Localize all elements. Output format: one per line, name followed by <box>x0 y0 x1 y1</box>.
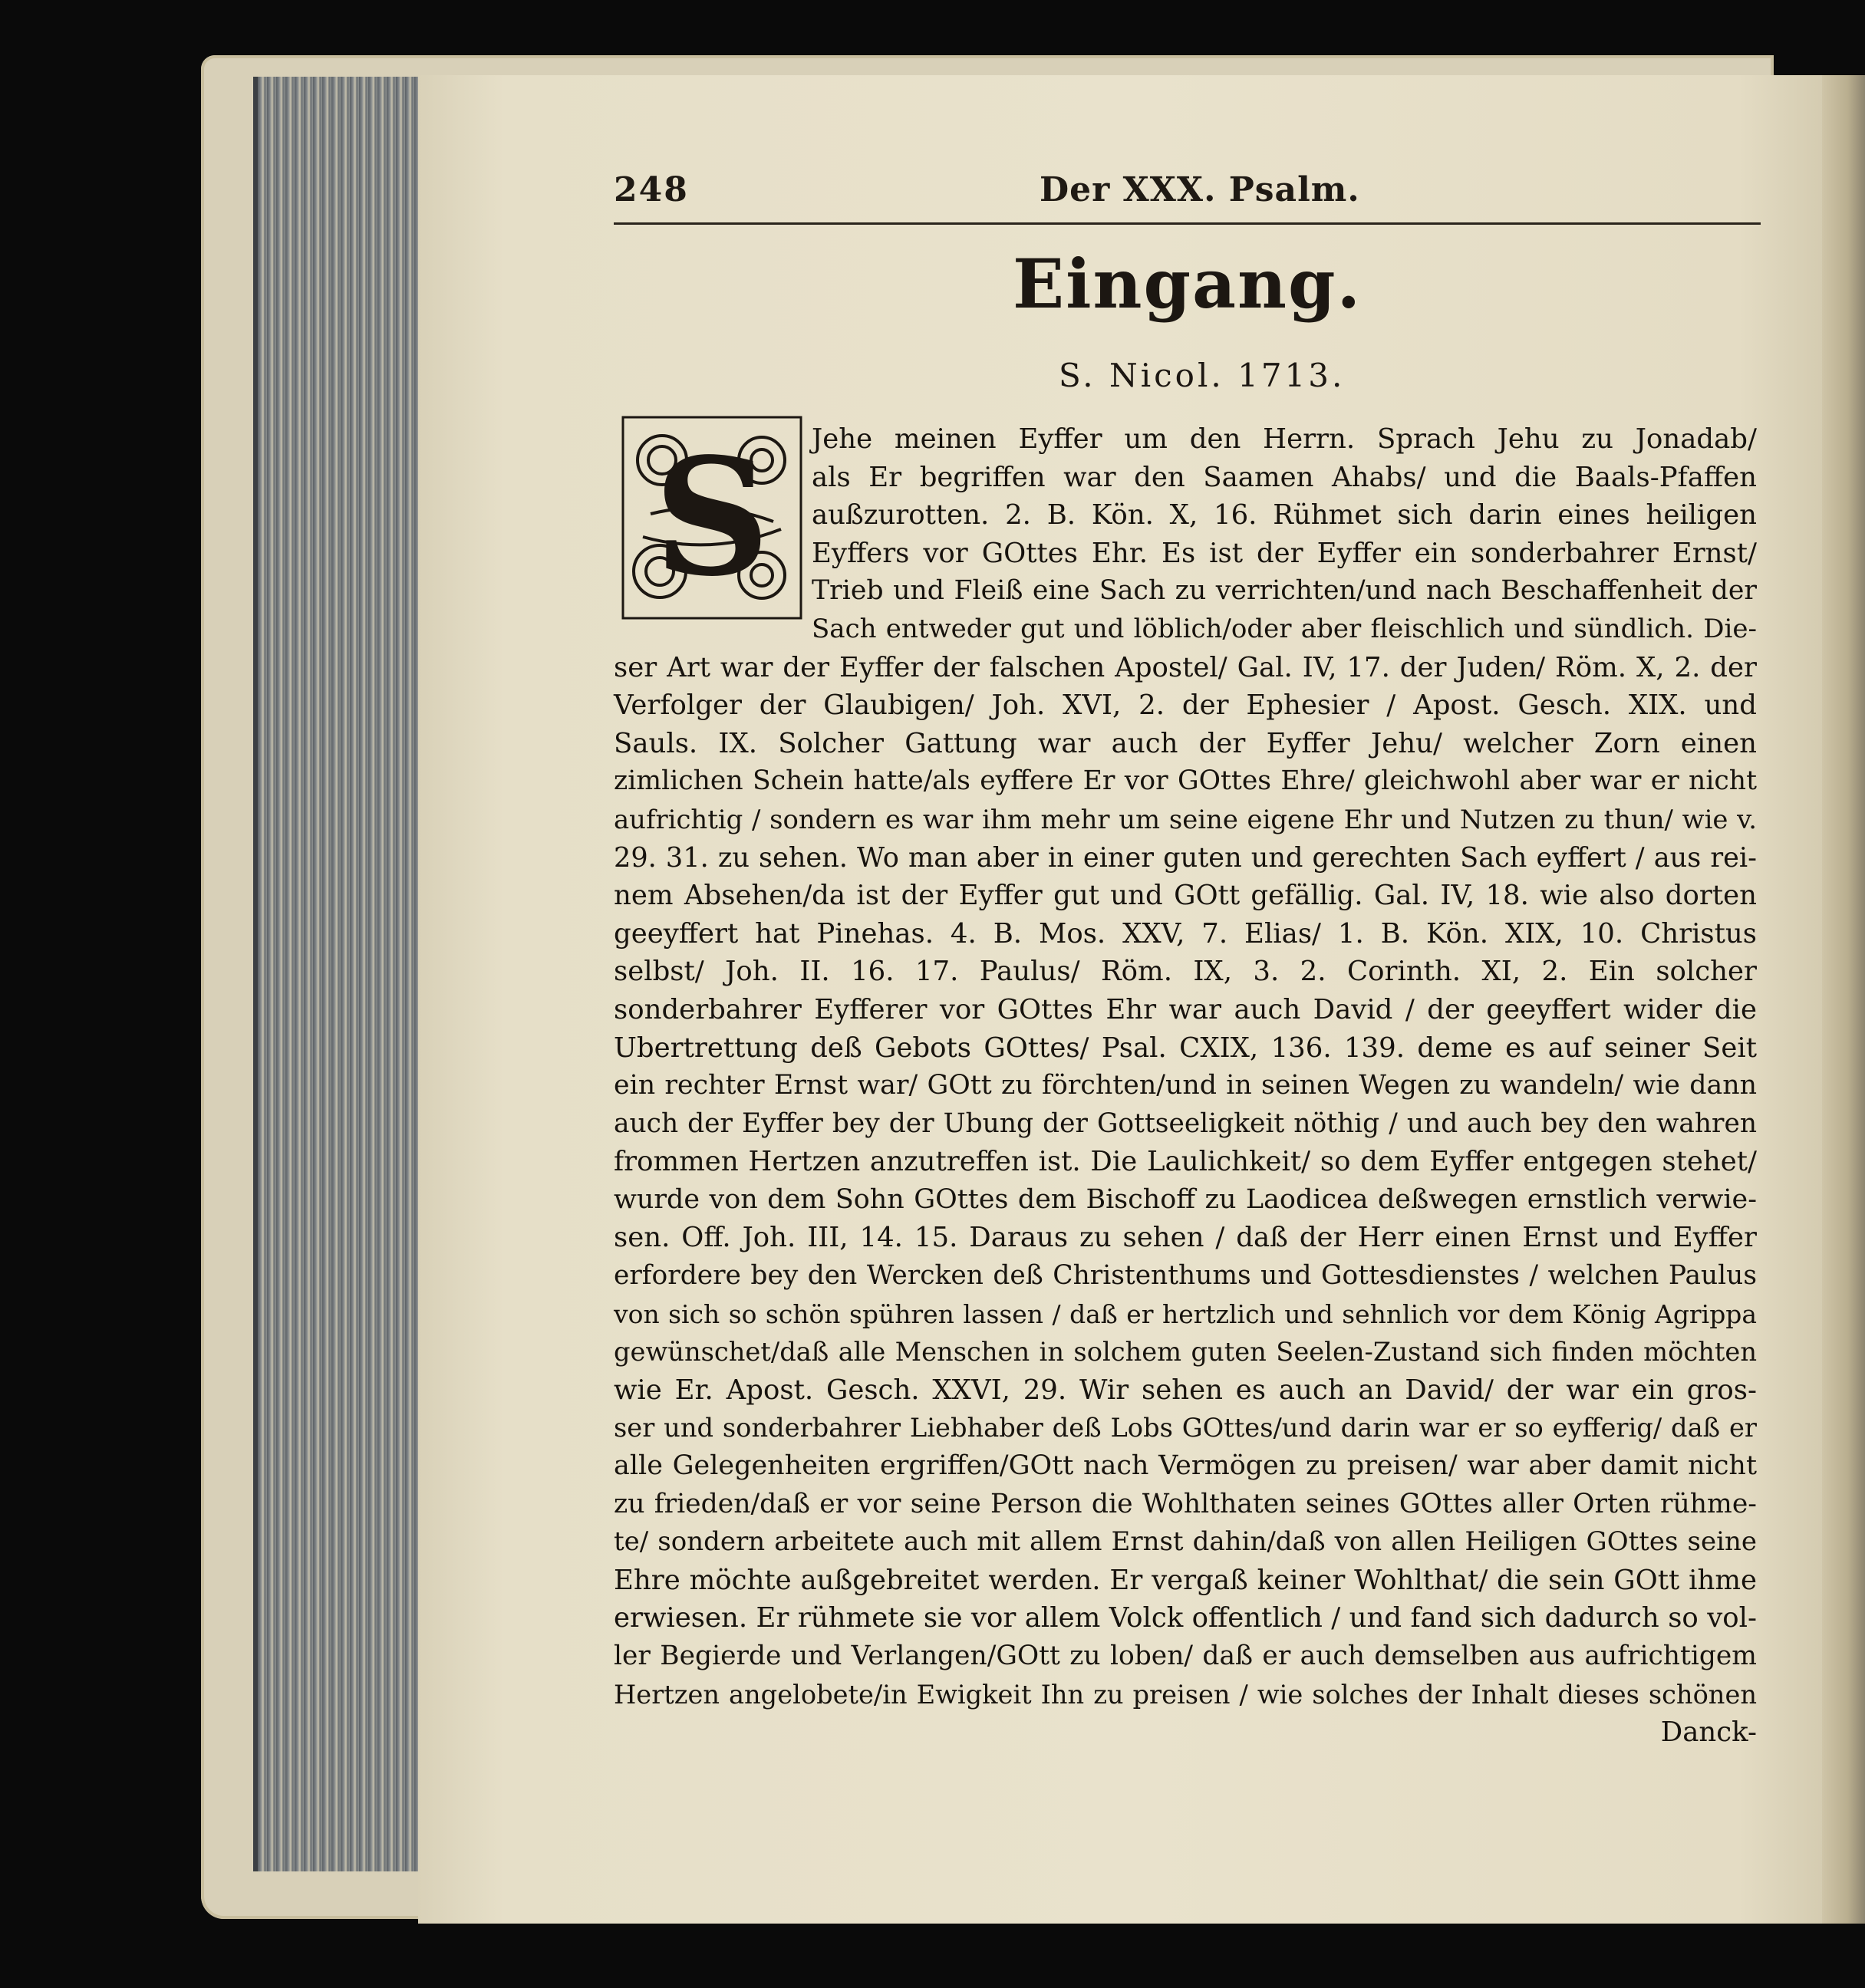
text-line: nem Absehen/da ist der Eyffer gut und GOtt gefällig. Gal. IV, 18. wie also dorten <box>614 880 1757 912</box>
svg-text:S: S <box>654 423 770 612</box>
text-line: wie Er. Apost. Gesch. XXVI, 29. Wir sehen es auch an David/ der war ein gros- <box>614 1374 1757 1406</box>
page-edges <box>253 77 423 1871</box>
text-line: Verfolger der Glaubigen/ Joh. XVI, 2. der Ephesier / Apost. Gesch. XIX. und <box>614 690 1757 722</box>
text-line: wurde von dem Sohn GOttes dem Bischoff zu Laodicea deßwegen ernstlich verwie- <box>614 1183 1757 1215</box>
text-line: erfordere bey den Wercken deß Christenthums und Gottesdienstes / welchen Paulus <box>614 1260 1757 1292</box>
text-line: 29. 31. zu sehen. Wo man aber in einer guten und gerechten Sach eyffert / aus rei- <box>614 841 1757 874</box>
text-line: Eyffers vor GOttes Ehr. Es ist der Eyffer ein sonderbahrer Ernst/ <box>812 537 1757 569</box>
header-rule <box>614 222 1761 225</box>
page-gutter <box>1822 75 1865 1924</box>
text-line: von sich so schön spühren lassen / daß er hertzlich und sehnlich vor dem König Agrippa <box>614 1298 1757 1329</box>
text-line: außzurotten. 2. B. Kön. X, 16. Rühmet sich darin eines heiligen <box>812 499 1757 532</box>
text-line: sonderbahrer Eyfferer vor GOttes Ehr war auch David / der geeyffert wider die <box>614 993 1757 1025</box>
sermon-subheading: S. Nicol. 1713. <box>1059 357 1346 394</box>
text-line: geeyffert hat Pinehas. 4. B. Mos. XXV, 7. Elias/ 1. B. Kön. XIX, 10. Christus <box>614 917 1757 950</box>
text-line: auch der Eyffer bey der Ubung der Gottseeligkeit nöthig / und auch bey den wahren <box>614 1108 1757 1139</box>
text-line: Ehre möchte außgebreitet werden. Er vergaß keiner Wohlthat/ die sein GOtt ihme <box>614 1564 1757 1596</box>
text-line: erwiesen. Er rühmete sie vor allem Volck offentlich / und fand sich dadurch so vol- <box>614 1602 1757 1634</box>
text-line: zu frieden/daß er vor seine Person die Wohlthaten seines GOttes aller Orten rühme- <box>614 1488 1757 1519</box>
text-line: ser und sonderbahrer Liebhaber deß Lobs GOttes/und darin war er so eyfferig/ daß er <box>614 1413 1757 1443</box>
text-line: alle Gelegenheiten ergriffen/GOtt nach Vermögen zu preisen/ war aber damit nicht <box>614 1450 1757 1482</box>
section-title: Eingang. <box>1013 244 1363 324</box>
text-line: ser Art war der Eyffer der falschen Apostel/ Gal. IV, 17. der Juden/ Röm. X, 2. der <box>614 651 1757 683</box>
text-line: Hertzen angelobete/in Ewigkeit Ihn zu preisen / wie solches der Inhalt dieses schönen <box>614 1679 1757 1710</box>
text-line: Sauls. IX. Solcher Gattung war auch der Eyffer Jehu/ welcher Zorn einen <box>614 727 1757 759</box>
text-line: gewünschet/daß alle Menschen in solchem guten Seelen-Zustand sich finden möchten <box>614 1337 1757 1368</box>
page-number: 248 <box>614 170 689 209</box>
text-line: Jehe meinen Eyffer um den Herrn. Sprach Jehu zu Jonadab/ <box>812 423 1757 455</box>
text-line: zimlichen Schein hatte/als eyffere Er vor GOttes Ehre/ gleichwohl aber war er nicht <box>614 765 1757 797</box>
text-line: als Er begriffen war den Saamen Ahabs/ und die Baals-Pfaffen <box>812 461 1757 493</box>
text-line: ler Begierde und Verlangen/GOtt zu loben/ daß er auch demselben aus aufrichtigem <box>614 1641 1757 1671</box>
catchword: Danck- <box>1660 1716 1757 1749</box>
text-line: frommen Hertzen anzutreffen ist. Die Laulichkeit/ so dem Eyffer entgegen stehet/ <box>614 1146 1757 1178</box>
text-line: te/ sondern arbeitete auch mit allem Ernst dahin/daß von allen Heiligen GOttes seine <box>614 1526 1757 1558</box>
running-header <box>614 170 1761 216</box>
text-line: sen. Off. Joh. III, 14. 15. Daraus zu sehen / daß der Herr einen Ernst und Eyffer <box>614 1222 1757 1254</box>
text-line: Ubertrettung deß Gebots GOttes/ Psal. CXIX, 136. 139. deme es auf seiner Seit <box>614 1032 1757 1064</box>
text-line: selbst/ Joh. II. 16. 17. Paulus/ Röm. IX, 3. 2. Corinth. XI, 2. Ein solcher <box>614 956 1757 988</box>
running-title: Der XXX. Psalm. <box>1040 170 1360 209</box>
text-line: aufrichtig / sondern es war ihm mehr um seine eigene Ehr und Nutzen zu thun/ wie v. <box>614 804 1757 834</box>
text-line: Sach entweder gut und löblich/oder aber fleischlich und sündlich. Die- <box>812 613 1757 644</box>
text-line: Trieb und Fleiß eine Sach zu verrichten/und nach Beschaffenheit der <box>812 575 1757 607</box>
text-line: ein rechter Ernst war/ GOtt zu förchten/und in seinen Wegen zu wandeln/ wie dann <box>614 1070 1757 1101</box>
body-text <box>614 420 1757 1752</box>
